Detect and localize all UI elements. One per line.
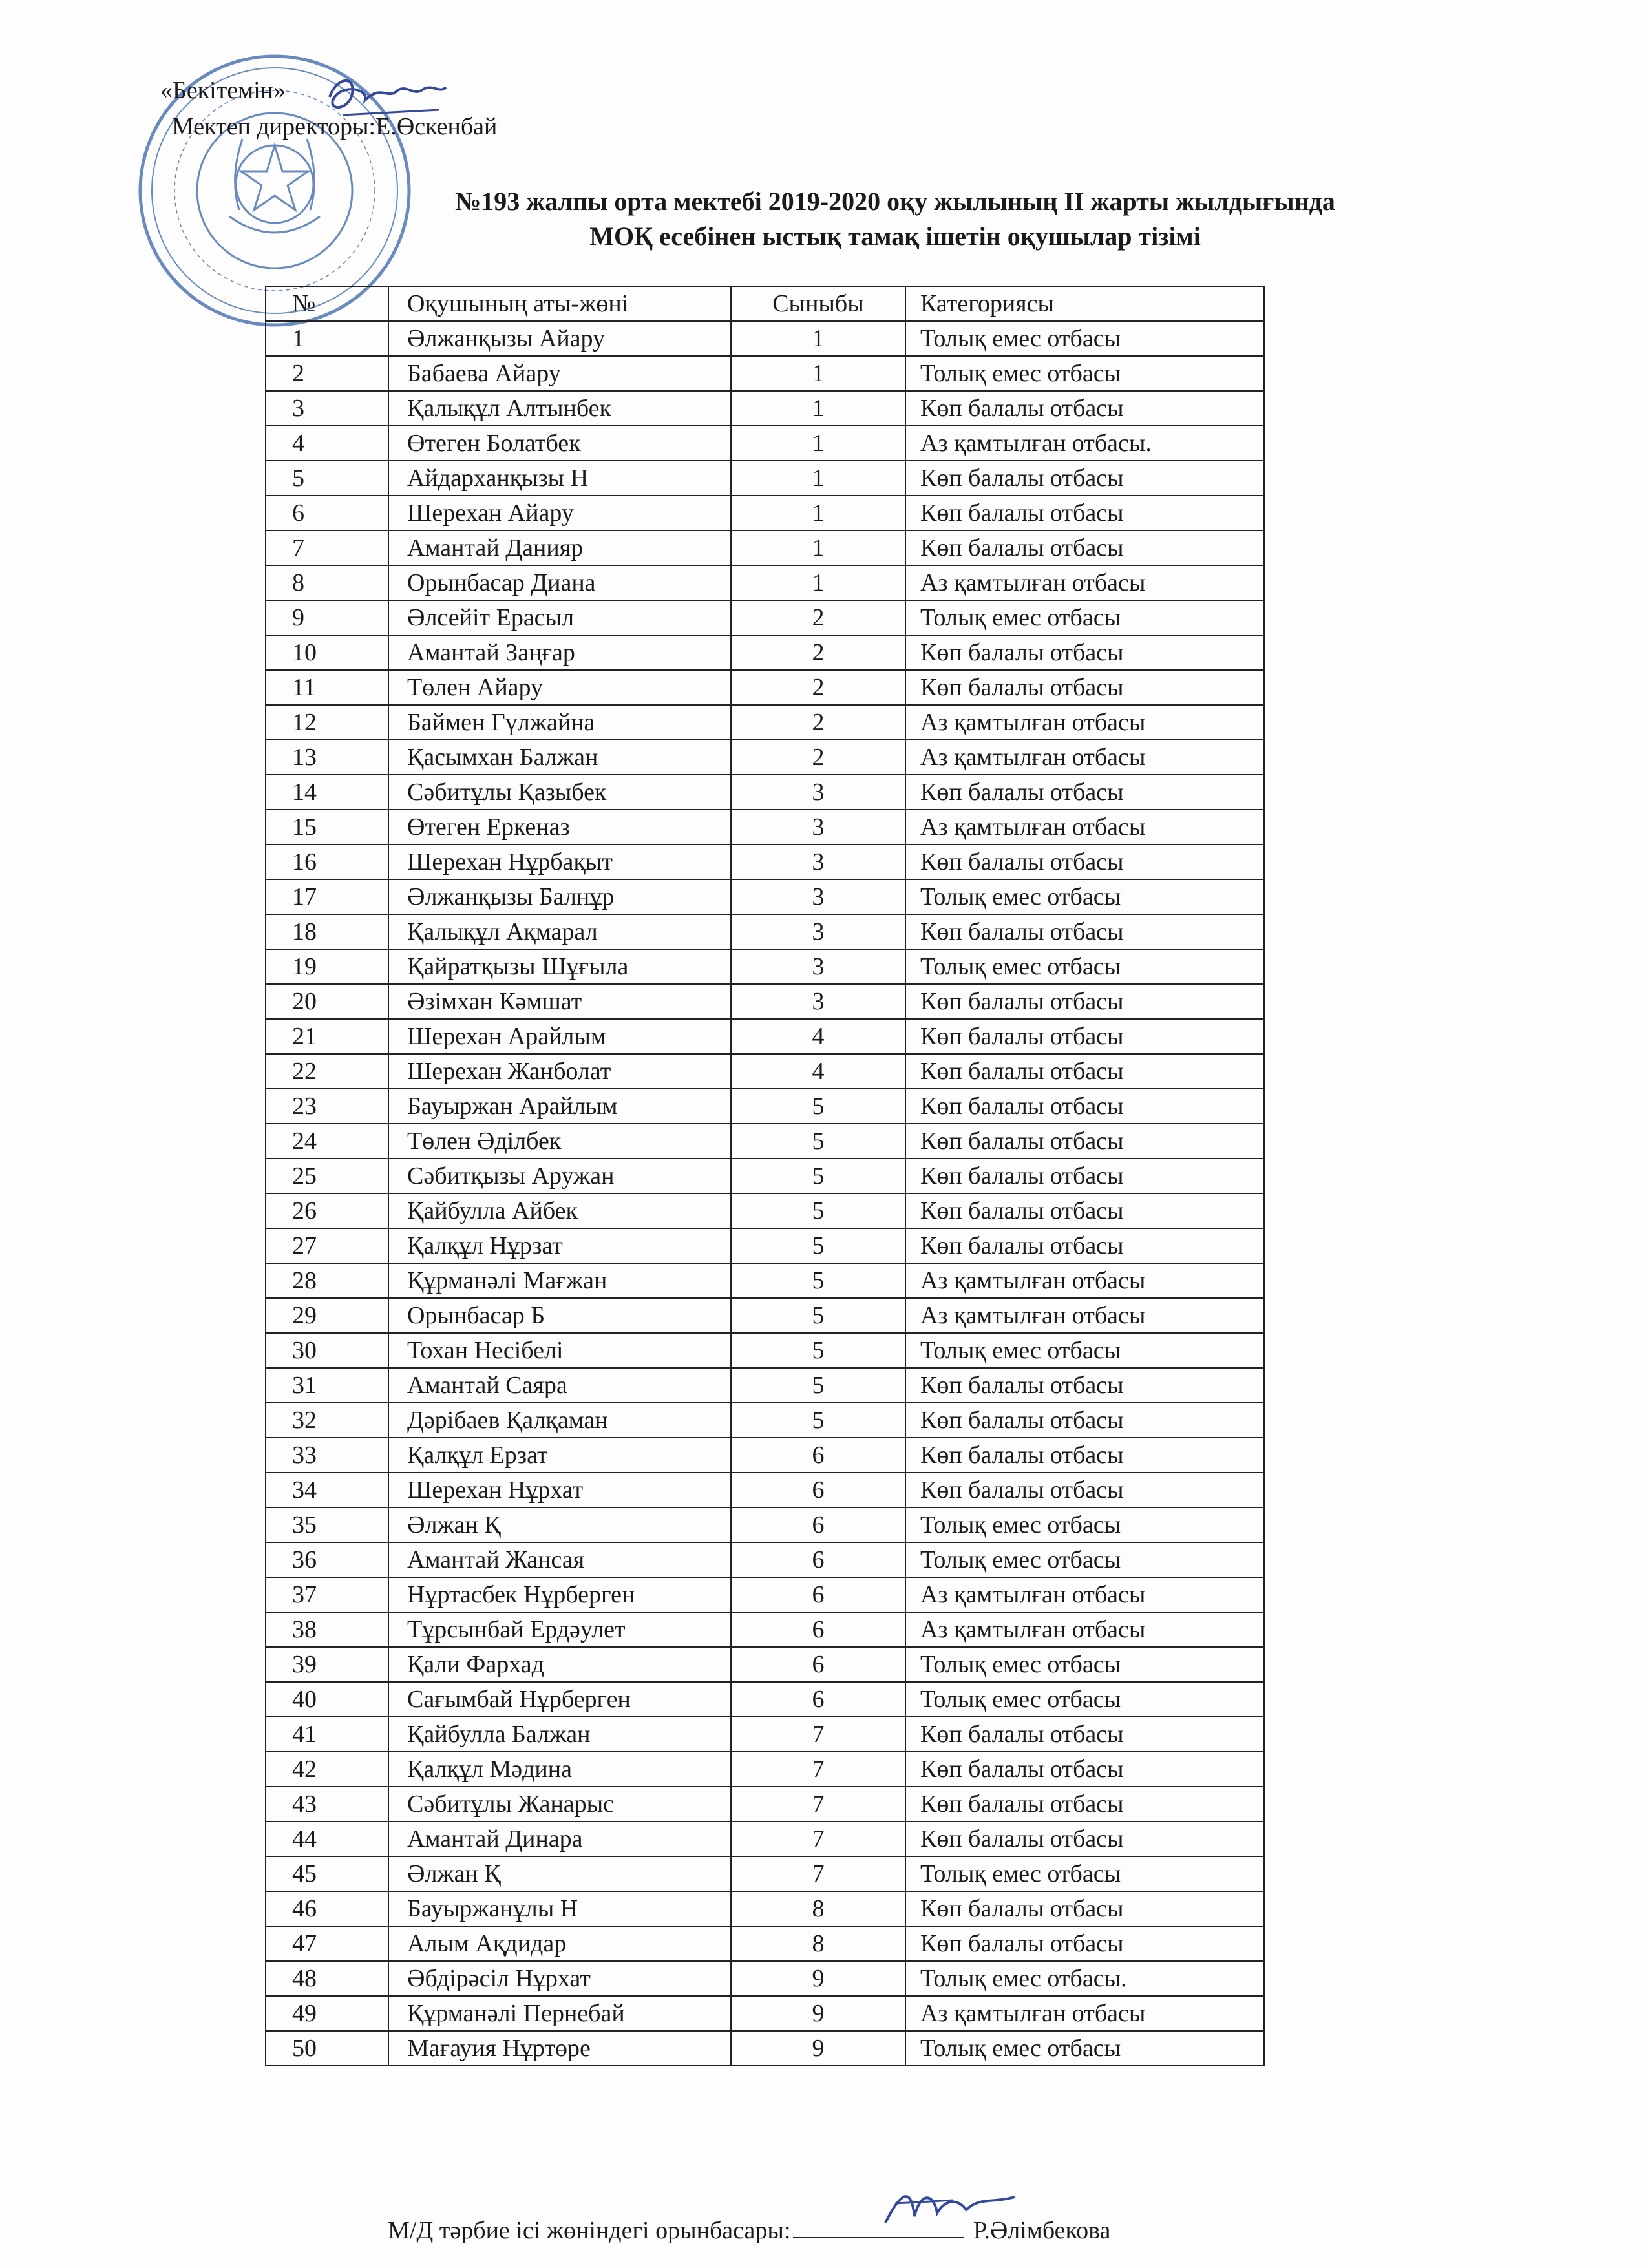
- student-category: Көп балалы отбасы: [905, 1717, 1264, 1752]
- row-number: 23: [266, 1089, 388, 1124]
- student-category: Көп балалы отбасы: [905, 1089, 1264, 1124]
- student-class: 6: [731, 1577, 905, 1612]
- student-category: Аз қамтылған отбасы: [905, 705, 1264, 740]
- student-class: 1: [731, 426, 905, 461]
- student-name: Дәрібаев Қалқаман: [388, 1403, 731, 1438]
- table-row: [266, 1124, 1264, 1159]
- approval-block: [160, 72, 497, 145]
- row-number: 33: [266, 1438, 388, 1473]
- student-name: Айдарханқызы Н: [388, 461, 731, 496]
- table-row: [266, 1263, 1264, 1298]
- row-number: 39: [266, 1647, 388, 1682]
- table-row: [266, 600, 1264, 635]
- student-name: Шерехан Арайлым: [388, 1019, 731, 1054]
- row-number: 27: [266, 1228, 388, 1263]
- student-class: 7: [731, 1856, 905, 1891]
- student-name: Өтеген Еркеназ: [388, 810, 731, 845]
- student-name: Амантай Саяра: [388, 1368, 731, 1403]
- student-name: Шерехан Нұрбақыт: [388, 845, 731, 879]
- student-class: 6: [731, 1507, 905, 1542]
- row-number: 35: [266, 1507, 388, 1542]
- table-row: [266, 1891, 1264, 1926]
- student-class: 9: [731, 1996, 905, 2031]
- student-name: Құрманәлі Пернебай: [388, 1996, 731, 2031]
- student-class: 4: [731, 1019, 905, 1054]
- student-class: 1: [731, 496, 905, 530]
- student-name: Тохан Несібелі: [388, 1333, 731, 1368]
- student-class: 3: [731, 775, 905, 810]
- student-category: Көп балалы отбасы: [905, 1926, 1264, 1961]
- student-category: Көп балалы отбасы: [905, 635, 1264, 670]
- student-class: 5: [731, 1159, 905, 1193]
- row-number: 8: [266, 565, 388, 600]
- student-class: 3: [731, 845, 905, 879]
- student-name: Құрманәлі Мағжан: [388, 1263, 731, 1298]
- student-name: Амантай Динара: [388, 1822, 731, 1856]
- student-class: 8: [731, 1891, 905, 1926]
- student-name: Орынбасар Б: [388, 1298, 731, 1333]
- student-class: 5: [731, 1263, 905, 1298]
- student-category: Толық емес отбасы: [905, 949, 1264, 984]
- student-name: Бабаева Айару: [388, 356, 731, 391]
- student-category: Көп балалы отбасы: [905, 1054, 1264, 1089]
- header-name: Оқушының аты-жөні: [388, 286, 731, 321]
- student-class: 6: [731, 1473, 905, 1507]
- table-row: [266, 1682, 1264, 1717]
- row-number: 7: [266, 530, 388, 565]
- table-row: [266, 496, 1264, 530]
- row-number: 12: [266, 705, 388, 740]
- student-name: Әлжанқызы Айару: [388, 321, 731, 356]
- student-class: 9: [731, 2031, 905, 2066]
- table-row: [266, 1856, 1264, 1891]
- student-category: Көп балалы отбасы: [905, 1193, 1264, 1228]
- table-row: [266, 1403, 1264, 1438]
- table-row: [266, 2031, 1264, 2066]
- student-category: Көп балалы отбасы: [905, 1019, 1264, 1054]
- student-name: Қалқұл Ерзат: [388, 1438, 731, 1473]
- table-row: [266, 635, 1264, 670]
- row-number: 3: [266, 391, 388, 426]
- student-category: Көп балалы отбасы: [905, 530, 1264, 565]
- table-row: [266, 1228, 1264, 1263]
- document-title: [155, 184, 1635, 254]
- student-category: Көп балалы отбасы: [905, 1124, 1264, 1159]
- row-number: 41: [266, 1717, 388, 1752]
- row-number: 50: [266, 2031, 388, 2066]
- table-row: [266, 879, 1264, 914]
- student-class: 7: [731, 1717, 905, 1752]
- row-number: 40: [266, 1682, 388, 1717]
- student-class: 4: [731, 1054, 905, 1089]
- student-class: 5: [731, 1193, 905, 1228]
- student-name: Мағауия Нұртөре: [388, 2031, 731, 2066]
- table-row: [266, 356, 1264, 391]
- table-row: [266, 1752, 1264, 1787]
- student-class: 6: [731, 1612, 905, 1647]
- row-number: 45: [266, 1856, 388, 1891]
- row-number: 31: [266, 1368, 388, 1403]
- student-name: Сағымбай Нұрберген: [388, 1682, 731, 1717]
- student-class: 6: [731, 1542, 905, 1577]
- student-category: Толық емес отбасы.: [905, 1961, 1264, 1996]
- table-header-row: [266, 286, 1264, 321]
- row-number: 17: [266, 879, 388, 914]
- table-row: [266, 1473, 1264, 1507]
- student-name: Қалықұл Ақмарал: [388, 914, 731, 949]
- student-category: Көп балалы отбасы: [905, 670, 1264, 705]
- table-row: [266, 1787, 1264, 1822]
- student-class: 6: [731, 1438, 905, 1473]
- student-class: 5: [731, 1228, 905, 1263]
- student-name: Төлен Әділбек: [388, 1124, 731, 1159]
- student-category: Аз қамтылған отбасы: [905, 740, 1264, 775]
- table-row: [266, 1019, 1264, 1054]
- student-name: Төлен Айару: [388, 670, 731, 705]
- student-class: 5: [731, 1333, 905, 1368]
- student-class: 1: [731, 565, 905, 600]
- student-class: 7: [731, 1822, 905, 1856]
- row-number: 44: [266, 1822, 388, 1856]
- table-row: [266, 565, 1264, 600]
- table-row: [266, 984, 1264, 1019]
- student-name: Сәбитқызы Аружан: [388, 1159, 731, 1193]
- row-number: 36: [266, 1542, 388, 1577]
- student-class: 2: [731, 670, 905, 705]
- student-name: Әзімхан Кәмшат: [388, 984, 731, 1019]
- student-category: Көп балалы отбасы: [905, 1438, 1264, 1473]
- table-row: [266, 1996, 1264, 2031]
- row-number: 18: [266, 914, 388, 949]
- row-number: 29: [266, 1298, 388, 1333]
- table-row: [266, 775, 1264, 810]
- row-number: 20: [266, 984, 388, 1019]
- row-number: 9: [266, 600, 388, 635]
- table-row: [266, 914, 1264, 949]
- student-name: Амантай Данияр: [388, 530, 731, 565]
- table-row: [266, 1298, 1264, 1333]
- table-row: [266, 530, 1264, 565]
- row-number: 38: [266, 1612, 388, 1647]
- student-category: Толық емес отбасы: [905, 1507, 1264, 1542]
- student-category: Көп балалы отбасы: [905, 461, 1264, 496]
- footer-signer: Р.Әлімбекова: [973, 2217, 1111, 2244]
- student-category: Көп балалы отбасы: [905, 1787, 1264, 1822]
- student-class: 8: [731, 1926, 905, 1961]
- student-name: Қайратқызы Шұғыла: [388, 949, 731, 984]
- student-class: 7: [731, 1787, 905, 1822]
- row-number: 15: [266, 810, 388, 845]
- student-class: 1: [731, 461, 905, 496]
- student-name: Қали Фархад: [388, 1647, 731, 1682]
- student-category: Көп балалы отбасы: [905, 1368, 1264, 1403]
- student-class: 1: [731, 391, 905, 426]
- row-number: 47: [266, 1926, 388, 1961]
- student-category: Көп балалы отбасы: [905, 845, 1264, 879]
- student-class: 5: [731, 1089, 905, 1124]
- student-name: Амантай Жансая: [388, 1542, 731, 1577]
- student-category: Толық емес отбасы: [905, 1647, 1264, 1682]
- table-row: [266, 321, 1264, 356]
- approval-heading: «Бекітемін»: [160, 77, 286, 104]
- student-name: Орынбасар Диана: [388, 565, 731, 600]
- table-row: [266, 810, 1264, 845]
- footer: [388, 2216, 1110, 2245]
- student-class: 3: [731, 914, 905, 949]
- table-row: [266, 1647, 1264, 1682]
- student-name: Қасымхан Балжан: [388, 740, 731, 775]
- row-number: 14: [266, 775, 388, 810]
- student-category: Аз қамтылған отбасы: [905, 1298, 1264, 1333]
- student-name: Бауыржанұлы Н: [388, 1891, 731, 1926]
- student-class: 2: [731, 600, 905, 635]
- title-line-2: МОҚ есебінен ыстық тамақ ішетін оқушылар тізімі: [589, 222, 1201, 251]
- student-name: Тұрсынбай Ердәулет: [388, 1612, 731, 1647]
- table-row: [266, 740, 1264, 775]
- table-row: [266, 1577, 1264, 1612]
- table-row: [266, 1612, 1264, 1647]
- row-number: 19: [266, 949, 388, 984]
- student-name: Әлжан Қ: [388, 1856, 731, 1891]
- student-class: 3: [731, 810, 905, 845]
- student-class: 3: [731, 879, 905, 914]
- row-number: 46: [266, 1891, 388, 1926]
- student-category: Көп балалы отбасы: [905, 984, 1264, 1019]
- student-name: Өтеген Болатбек: [388, 426, 731, 461]
- student-class: 6: [731, 1647, 905, 1682]
- student-name: Шерехан Айару: [388, 496, 731, 530]
- student-name: Шерехан Жанболат: [388, 1054, 731, 1089]
- approval-director: Мектеп директоры:Е.Өскенбай: [172, 113, 498, 140]
- row-number: 16: [266, 845, 388, 879]
- student-category: Көп балалы отбасы: [905, 1822, 1264, 1856]
- table-row: [266, 426, 1264, 461]
- table-row: [266, 1822, 1264, 1856]
- student-category: Толық емес отбасы: [905, 356, 1264, 391]
- student-class: 5: [731, 1403, 905, 1438]
- table-row: [266, 1159, 1264, 1193]
- row-number: 13: [266, 740, 388, 775]
- student-name: Әлжан Қ: [388, 1507, 731, 1542]
- student-name: Сәбитұлы Жанарыс: [388, 1787, 731, 1822]
- row-number: 6: [266, 496, 388, 530]
- student-class: 6: [731, 1682, 905, 1717]
- row-number: 25: [266, 1159, 388, 1193]
- student-category: Көп балалы отбасы: [905, 914, 1264, 949]
- table-row: [266, 705, 1264, 740]
- student-name: Баймен Гүлжайна: [388, 705, 731, 740]
- student-name: Әбдірәсіл Нұрхат: [388, 1961, 731, 1996]
- student-category: Көп балалы отбасы: [905, 391, 1264, 426]
- row-number: 5: [266, 461, 388, 496]
- row-number: 4: [266, 426, 388, 461]
- student-class: 1: [731, 530, 905, 565]
- student-category: Көп балалы отбасы: [905, 1891, 1264, 1926]
- student-name: Әлсейіт Ерасыл: [388, 600, 731, 635]
- students-table: [265, 286, 1265, 2066]
- student-name: Қайбулла Балжан: [388, 1717, 731, 1752]
- student-class: 5: [731, 1298, 905, 1333]
- student-category: Аз қамтылған отбасы: [905, 1263, 1264, 1298]
- student-name: Амантай Заңғар: [388, 635, 731, 670]
- student-category: Көп балалы отбасы: [905, 1159, 1264, 1193]
- student-class: 1: [731, 356, 905, 391]
- table-row: [266, 845, 1264, 879]
- table-row: [266, 1089, 1264, 1124]
- student-name: Сәбитұлы Қазыбек: [388, 775, 731, 810]
- header-number: №: [266, 286, 388, 321]
- table-row: [266, 949, 1264, 984]
- signature-line: [793, 2218, 964, 2238]
- student-name: Қалықұл Алтынбек: [388, 391, 731, 426]
- student-class: 9: [731, 1961, 905, 1996]
- footer-label: М/Д тәрбие ісі жөніндегі орынбасары:: [388, 2217, 791, 2244]
- row-number: 11: [266, 670, 388, 705]
- student-name: Бауыржан Арайлым: [388, 1089, 731, 1124]
- row-number: 30: [266, 1333, 388, 1368]
- student-name: Қалқұл Нұрзат: [388, 1228, 731, 1263]
- student-category: Толық емес отбасы: [905, 879, 1264, 914]
- title-line-1: №193 жалпы орта мектебі 2019-2020 оқу жылының ІІ жарты жылдығында: [455, 187, 1335, 216]
- student-class: 2: [731, 705, 905, 740]
- student-class: 5: [731, 1368, 905, 1403]
- student-category: Аз қамтылған отбасы: [905, 565, 1264, 600]
- student-category: Көп балалы отбасы: [905, 1473, 1264, 1507]
- table-row: [266, 461, 1264, 496]
- table-row: [266, 1368, 1264, 1403]
- row-number: 43: [266, 1787, 388, 1822]
- table-row: [266, 1542, 1264, 1577]
- student-class: 5: [731, 1124, 905, 1159]
- student-category: Көп балалы отбасы: [905, 1752, 1264, 1787]
- row-number: 49: [266, 1996, 388, 2031]
- table-row: [266, 1717, 1264, 1752]
- table-row: [266, 670, 1264, 705]
- student-class: 2: [731, 635, 905, 670]
- row-number: 34: [266, 1473, 388, 1507]
- student-category: Аз қамтылған отбасы: [905, 1577, 1264, 1612]
- row-number: 2: [266, 356, 388, 391]
- row-number: 42: [266, 1752, 388, 1787]
- header-class: Сыныбы: [731, 286, 905, 321]
- student-name: Әлжанқызы Балнұр: [388, 879, 731, 914]
- student-class: 2: [731, 740, 905, 775]
- student-category: Толық емес отбасы: [905, 600, 1264, 635]
- table-row: [266, 1507, 1264, 1542]
- student-class: 3: [731, 949, 905, 984]
- student-category: Көп балалы отбасы: [905, 1228, 1264, 1263]
- table-row: [266, 1926, 1264, 1961]
- student-class: 3: [731, 984, 905, 1019]
- student-category: Толық емес отбасы: [905, 321, 1264, 356]
- row-number: 48: [266, 1961, 388, 1996]
- student-name: Қалқұл Мәдина: [388, 1752, 731, 1787]
- student-name: Нұртасбек Нұрберген: [388, 1577, 731, 1612]
- student-name: Қайбулла Айбек: [388, 1193, 731, 1228]
- table-row: [266, 1961, 1264, 1996]
- student-category: Аз қамтылған отбасы: [905, 1612, 1264, 1647]
- row-number: 21: [266, 1019, 388, 1054]
- student-category: Аз қамтылған отбасы.: [905, 426, 1264, 461]
- student-category: Толық емес отбасы: [905, 1682, 1264, 1717]
- row-number: 24: [266, 1124, 388, 1159]
- row-number: 26: [266, 1193, 388, 1228]
- header-category: Категориясы: [905, 286, 1264, 321]
- row-number: 22: [266, 1054, 388, 1089]
- student-category: Толық емес отбасы: [905, 1856, 1264, 1891]
- row-number: 28: [266, 1263, 388, 1298]
- row-number: 37: [266, 1577, 388, 1612]
- student-category: Аз қамтылған отбасы: [905, 810, 1264, 845]
- student-name: Шерехан Нұрхат: [388, 1473, 731, 1507]
- table-row: [266, 391, 1264, 426]
- student-category: Көп балалы отбасы: [905, 1403, 1264, 1438]
- table-row: [266, 1054, 1264, 1089]
- student-category: Толық емес отбасы: [905, 2031, 1264, 2066]
- row-number: 10: [266, 635, 388, 670]
- student-class: 1: [731, 321, 905, 356]
- student-category: Толық емес отбасы: [905, 1542, 1264, 1577]
- table-row: [266, 1193, 1264, 1228]
- student-name: Алым Ақдидар: [388, 1926, 731, 1961]
- student-category: Көп балалы отбасы: [905, 775, 1264, 810]
- student-category: Көп балалы отбасы: [905, 496, 1264, 530]
- student-category: Аз қамтылған отбасы: [905, 1996, 1264, 2031]
- row-number: 32: [266, 1403, 388, 1438]
- table-row: [266, 1333, 1264, 1368]
- student-category: Толық емес отбасы: [905, 1333, 1264, 1368]
- table-row: [266, 1438, 1264, 1473]
- student-class: 7: [731, 1752, 905, 1787]
- row-number: 1: [266, 321, 388, 356]
